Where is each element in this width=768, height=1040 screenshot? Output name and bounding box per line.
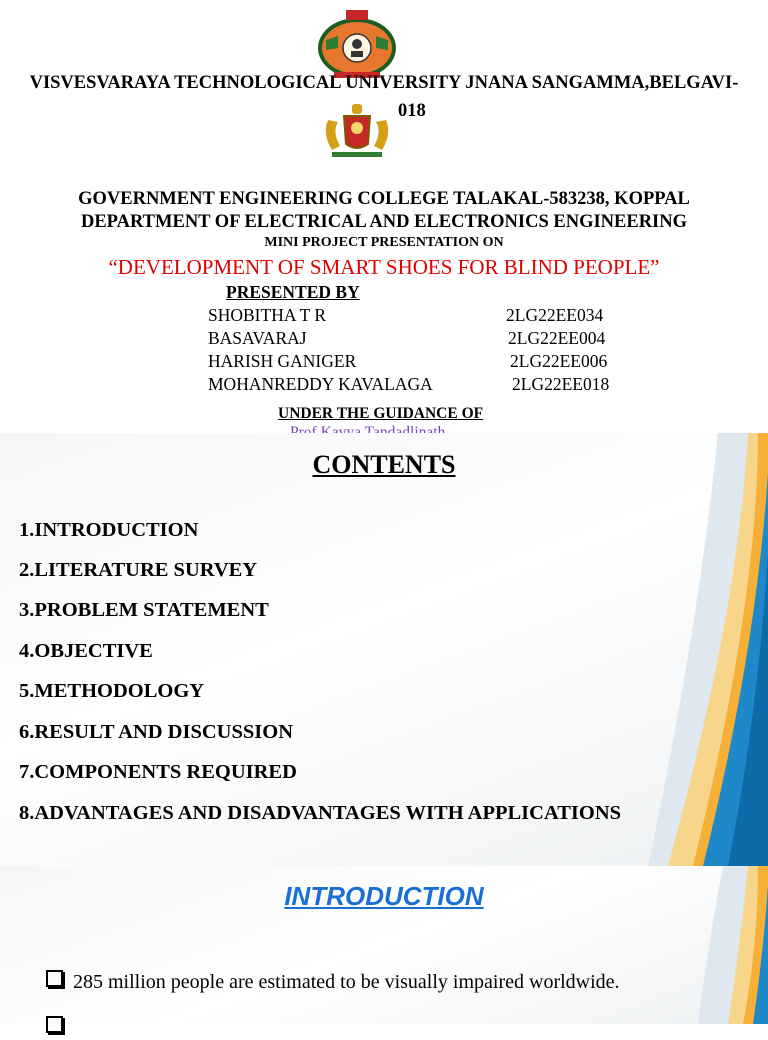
contents-item: 3.PROBLEM STATEMENT <box>19 599 269 621</box>
vtu-logo-icon <box>316 8 398 80</box>
contents-slide <box>0 433 768 866</box>
presentation-subtitle: MINI PROJECT PRESENTATION ON <box>264 235 504 250</box>
contents-heading: CONTENTS <box>312 450 456 479</box>
member-name: SHOBITHA T R <box>208 305 326 325</box>
contents-item: 8.ADVANTAGES AND DISADVANTAGES WITH APPLICATIONS <box>19 802 622 824</box>
bullet-item <box>46 970 620 994</box>
member-id: 2LG22EE004 <box>508 328 606 348</box>
bullet-text: 285 million people are estimated to be visually impaired worldwide. <box>73 971 620 993</box>
checkbox-bullet-icon <box>46 1016 63 1033</box>
department-name: DEPARTMENT OF ELECTRICAL AND ELECTRONICS ENGINEERING <box>80 212 688 232</box>
contents-item: 1.INTRODUCTION <box>19 519 199 541</box>
university-name-line2: 018 <box>398 101 426 121</box>
member-id: 2LG22EE006 <box>510 351 608 371</box>
member-id: 2LG22EE018 <box>512 374 610 394</box>
university-name-line1: VISVESVARAYA TECHNOLOGICAL UNIVERSITY JNANA SANGAMMA,BELGAVI- <box>29 73 739 93</box>
member-row <box>208 351 648 373</box>
introduction-heading: INTRODUCTION <box>284 881 484 911</box>
contents-item: 5.METHODOLOGY <box>19 680 205 702</box>
guide-name <box>290 425 445 433</box>
member-row <box>208 305 648 327</box>
guidance-label: UNDER THE GUIDANCE OF <box>278 405 484 422</box>
member-name: BASAVARAJ <box>208 328 307 348</box>
wave-decoration-icon <box>608 433 768 866</box>
title-slide <box>0 0 768 433</box>
bullet-item <box>46 1016 73 1040</box>
member-name: HARISH GANIGER <box>208 351 357 371</box>
member-name: MOHANREDDY KAVALAGA <box>208 374 433 394</box>
contents-item: 4.OBJECTIVE <box>19 640 153 662</box>
contents-item: 7.COMPONENTS REQUIRED <box>19 761 297 783</box>
member-id: 2LG22EE034 <box>506 305 604 325</box>
project-title: “DEVELOPMENT OF SMART SHOES FOR BLIND PEOPLE” <box>108 255 660 279</box>
contents-item: 2.LITERATURE SURVEY <box>19 559 258 581</box>
contents-item: 6.RESULT AND DISCUSSION <box>19 721 294 743</box>
presented-by-label: PRESENTED BY <box>226 282 360 302</box>
karnataka-emblem-icon <box>318 100 396 160</box>
member-row <box>208 374 648 396</box>
introduction-slide <box>0 866 768 1024</box>
college-name: GOVERNMENT ENGINEERING COLLEGE TALAKAL-583238, KOPPAL <box>78 189 690 209</box>
member-row <box>208 328 648 350</box>
checkbox-bullet-icon <box>46 970 63 987</box>
